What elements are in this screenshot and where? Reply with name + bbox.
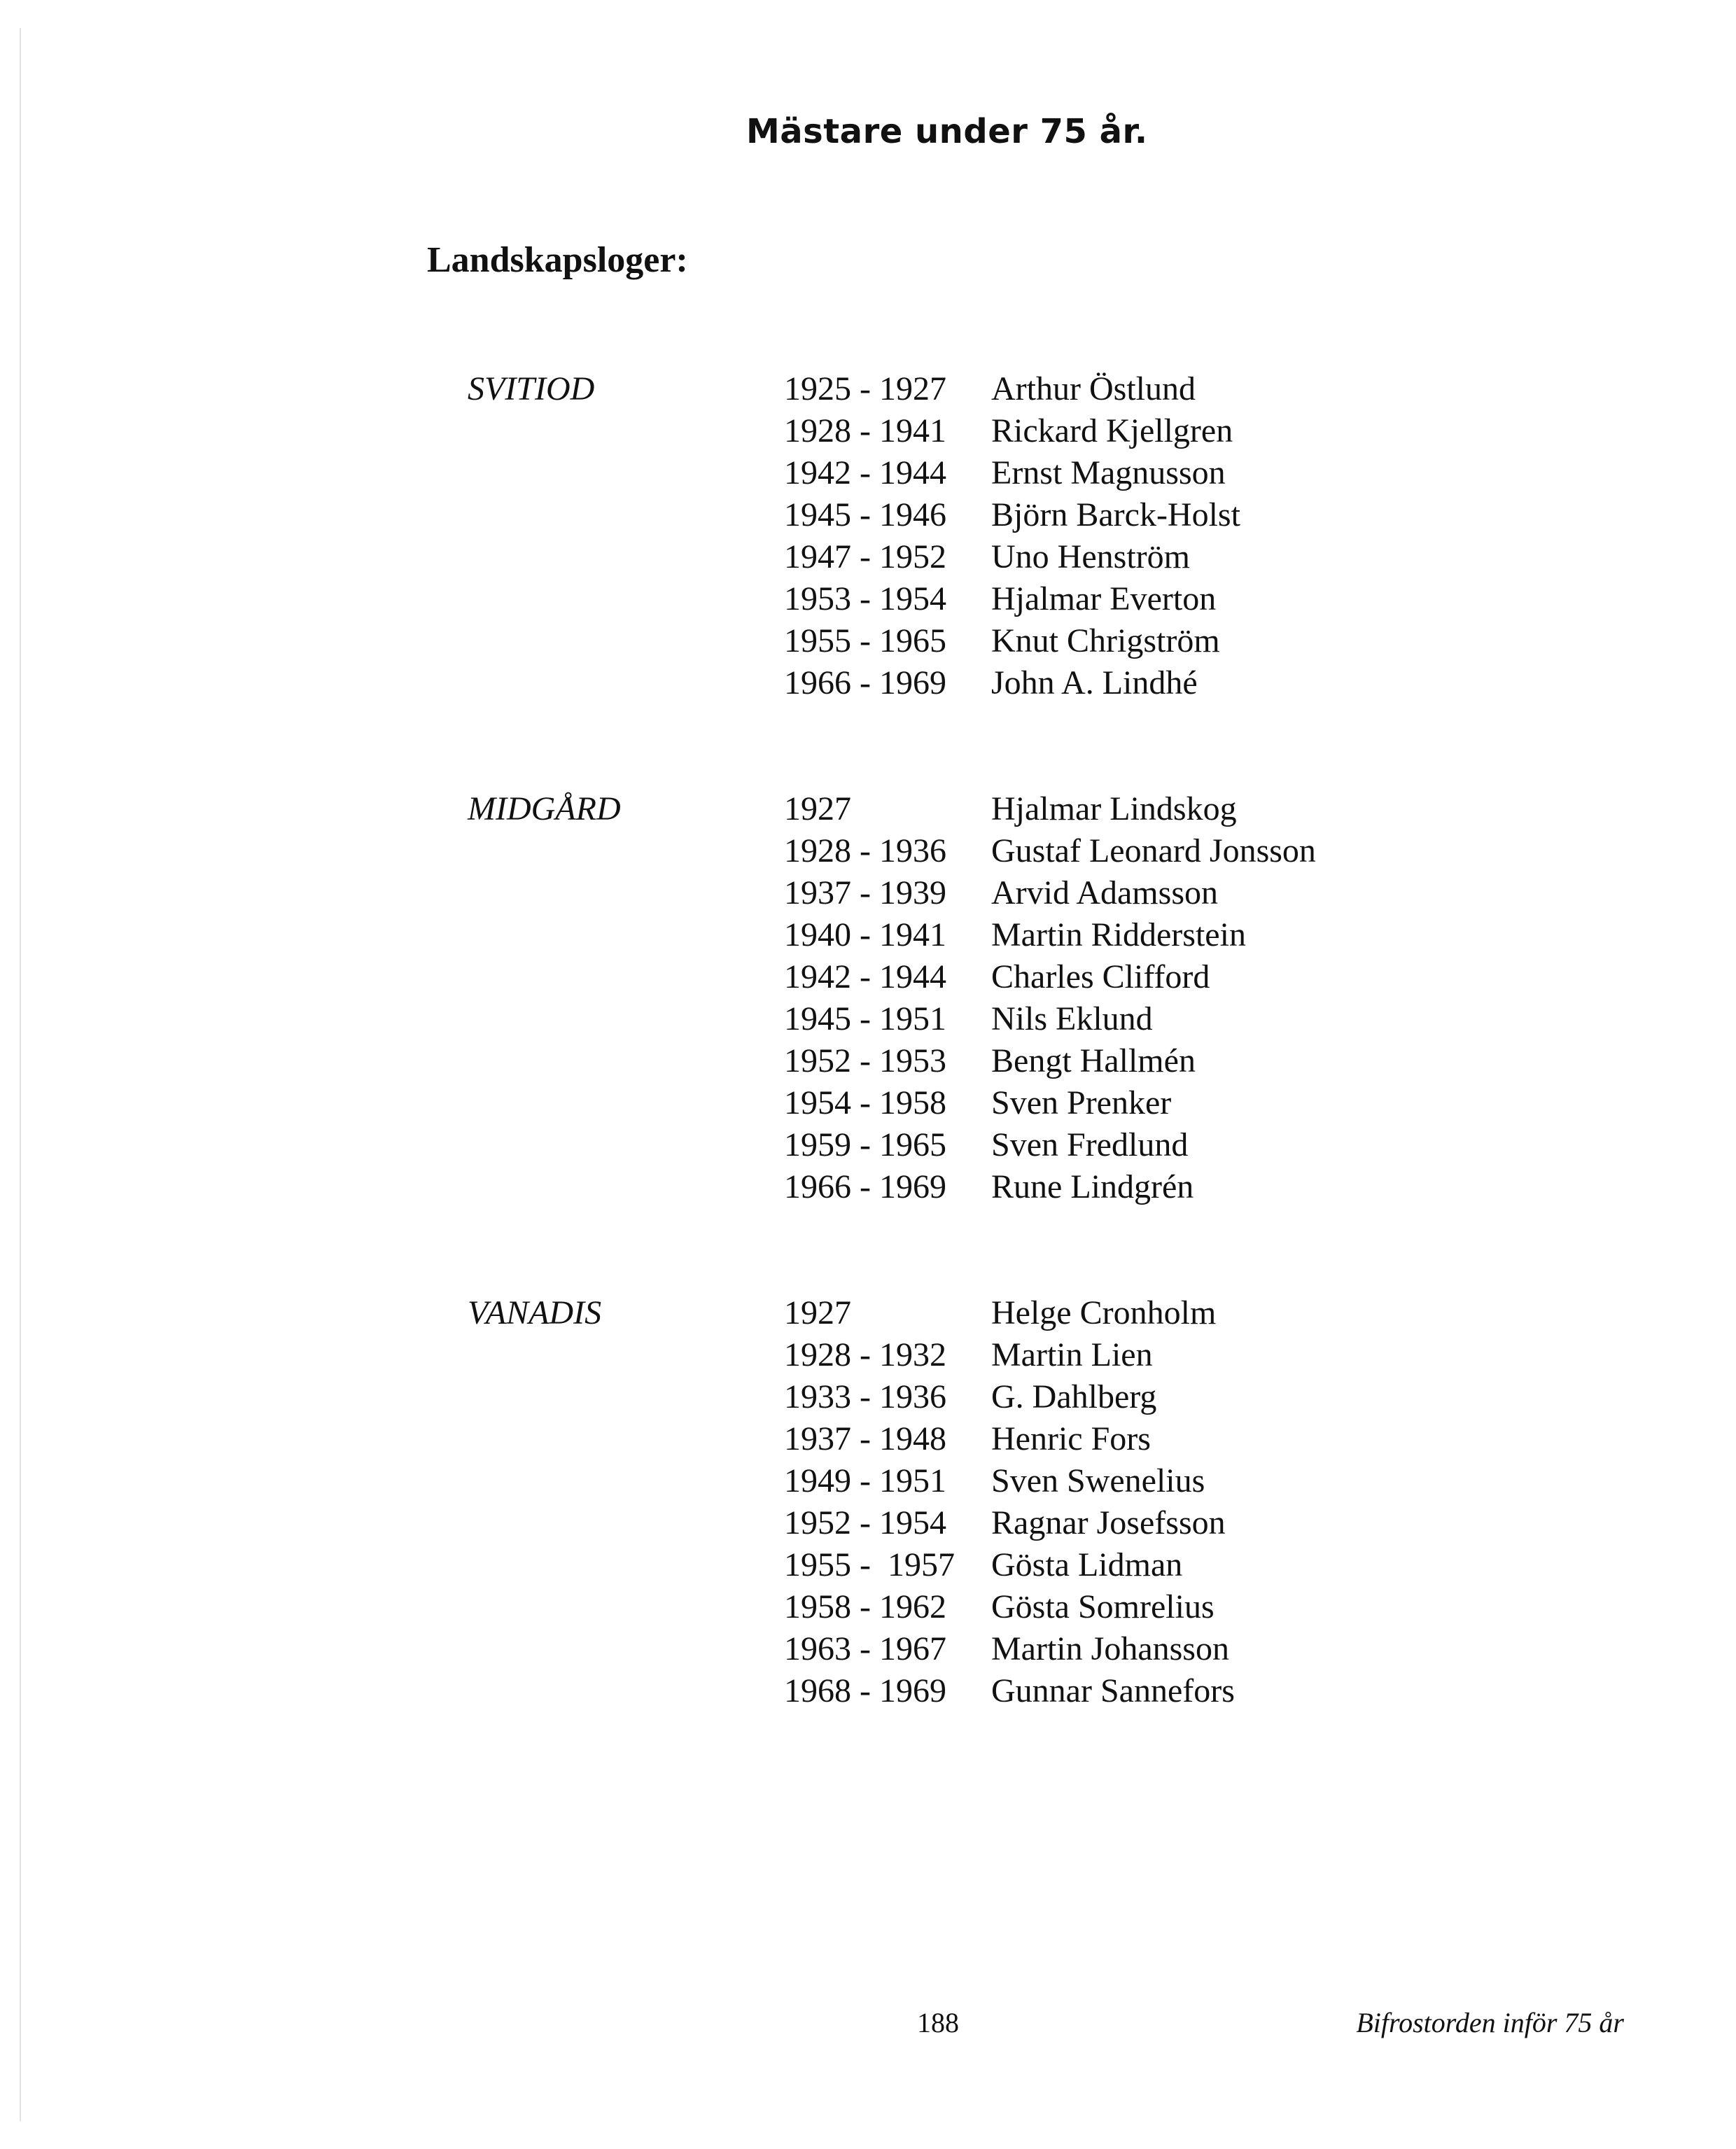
- master-row: [784, 662, 1240, 704]
- master-years: 1952 - 1953: [784, 1042, 946, 1079]
- master-years: 1955 - 1965: [784, 622, 946, 659]
- master-name: Knut Chrigström: [991, 622, 1220, 659]
- master-row: [784, 914, 1316, 956]
- master-years: 1955 - 1957: [784, 1546, 955, 1583]
- master-row: [784, 1670, 1235, 1712]
- master-name: Hjalmar Everton: [991, 580, 1217, 617]
- master-name: Henric Fors: [991, 1420, 1151, 1457]
- section-heading: Landskapsloger:: [427, 240, 688, 280]
- running-footer: Bifrostorden inför 75 år: [1356, 2007, 1624, 2038]
- master-name: Helge Cronholm: [991, 1294, 1217, 1331]
- master-years: 1947 - 1952: [784, 538, 946, 575]
- lodge-name: MIDGÅRD: [468, 790, 621, 827]
- master-name: Rune Lindgrén: [991, 1168, 1194, 1205]
- master-row: [784, 830, 1316, 872]
- master-row: [784, 1418, 1235, 1460]
- master-years: 1954 - 1958: [784, 1084, 946, 1121]
- master-years: 1942 - 1944: [784, 958, 946, 995]
- master-row: [784, 1292, 1235, 1334]
- master-row: [784, 620, 1240, 662]
- master-row: [784, 1502, 1235, 1544]
- master-years: 1966 - 1969: [784, 664, 946, 701]
- master-row: [784, 494, 1240, 536]
- master-years: 1940 - 1941: [784, 916, 946, 953]
- master-years: 1963 - 1967: [784, 1630, 946, 1667]
- master-row: [784, 452, 1240, 494]
- master-row: [784, 1544, 1235, 1586]
- master-name: Sven Prenker: [991, 1084, 1172, 1121]
- master-row: [784, 956, 1316, 998]
- page-number: 188: [917, 2007, 959, 2038]
- master-years: 1952 - 1954: [784, 1504, 946, 1541]
- master-years: 1927: [784, 1294, 851, 1331]
- lodge-name: SVITIOD: [468, 370, 595, 407]
- master-years: 1928 - 1936: [784, 832, 946, 869]
- master-years: 1959 - 1965: [784, 1126, 946, 1163]
- master-years: 1928 - 1941: [784, 412, 946, 449]
- master-years: 1937 - 1939: [784, 874, 946, 911]
- master-years: 1945 - 1946: [784, 496, 946, 533]
- master-years: 1928 - 1932: [784, 1336, 946, 1373]
- master-years: 1958 - 1962: [784, 1588, 946, 1625]
- master-name: John A. Lindhé: [991, 664, 1198, 701]
- master-row: [784, 1334, 1235, 1376]
- master-name: Ragnar Josefsson: [991, 1504, 1226, 1541]
- master-name: Martin Lien: [991, 1336, 1153, 1373]
- master-name: Arthur Östlund: [991, 370, 1196, 407]
- master-years: 1942 - 1944: [784, 454, 946, 491]
- master-name: Gösta Somrelius: [991, 1588, 1214, 1625]
- master-name: Gustaf Leonard Jonsson: [991, 832, 1316, 869]
- scan-edge-line: [20, 28, 21, 2121]
- master-years: 1927: [784, 790, 851, 827]
- master-name: Sven Fredlund: [991, 1126, 1189, 1163]
- master-years: 1968 - 1969: [784, 1672, 946, 1709]
- master-row: [784, 410, 1240, 452]
- master-name: G. Dahlberg: [991, 1378, 1157, 1415]
- master-years: 1966 - 1969: [784, 1168, 946, 1205]
- master-row: [784, 578, 1240, 620]
- master-list: [784, 368, 1240, 704]
- master-row: [784, 1628, 1235, 1670]
- master-name: Martin Ridderstein: [991, 916, 1246, 953]
- master-list: [784, 788, 1316, 1208]
- master-row: [784, 1040, 1316, 1082]
- master-name: Martin Johansson: [991, 1630, 1229, 1667]
- master-name: Uno Henström: [991, 538, 1190, 575]
- master-row: [784, 536, 1240, 578]
- master-name: Rickard Kjellgren: [991, 412, 1233, 449]
- master-name: Gunnar Sannefors: [991, 1672, 1235, 1709]
- master-years: 1933 - 1936: [784, 1378, 946, 1415]
- master-row: [784, 788, 1316, 830]
- master-years: 1937 - 1948: [784, 1420, 946, 1457]
- master-row: [784, 1124, 1316, 1166]
- master-row: [784, 1376, 1235, 1418]
- master-name: Charles Clifford: [991, 958, 1210, 995]
- master-name: Nils Eklund: [991, 1000, 1153, 1037]
- master-row: [784, 1166, 1316, 1208]
- master-years: 1945 - 1951: [784, 1000, 946, 1037]
- master-name: Hjalmar Lindskog: [991, 790, 1237, 827]
- master-name: Sven Swenelius: [991, 1462, 1205, 1499]
- master-row: [784, 872, 1316, 914]
- master-name: Björn Barck-Holst: [991, 496, 1240, 533]
- master-years: 1925 - 1927: [784, 370, 946, 407]
- master-row: [784, 1082, 1316, 1124]
- master-years: 1953 - 1954: [784, 580, 946, 617]
- master-name: Bengt Hallmén: [991, 1042, 1196, 1079]
- master-years: 1949 - 1951: [784, 1462, 946, 1499]
- page-title: Mästare under 75 år.: [746, 112, 1148, 151]
- master-list: [784, 1292, 1235, 1712]
- master-name: Gösta Lidman: [991, 1546, 1183, 1583]
- master-row: [784, 1460, 1235, 1502]
- master-name: Arvid Adamsson: [991, 874, 1218, 911]
- master-name: Ernst Magnusson: [991, 454, 1226, 491]
- master-row: [784, 998, 1316, 1040]
- master-row: [784, 368, 1240, 410]
- lodge-name: VANADIS: [468, 1294, 602, 1331]
- master-row: [784, 1586, 1235, 1628]
